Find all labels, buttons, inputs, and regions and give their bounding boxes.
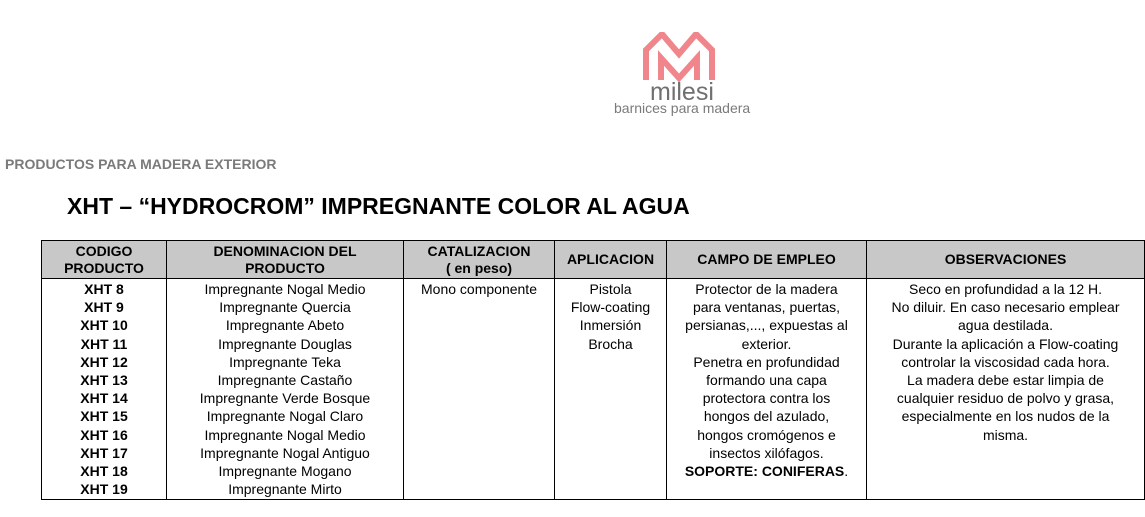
campo-empleo-line: Protector de la madera	[695, 281, 838, 297]
product-name: Impregnante Castaño	[217, 372, 353, 389]
product-name: Impregnante Nogal Medio	[204, 426, 366, 443]
product-title: XHT – “HYDROCROM” IMPREGNANTE COLOR AL AGUA	[67, 193, 690, 219]
observaciones-cell	[867, 279, 1145, 500]
catalizacion-value: Mono componente	[421, 281, 537, 297]
campo-empleo-line: hongos cromógenos e	[697, 426, 836, 443]
logo-name: milesi	[650, 78, 714, 106]
header-catalizacion: CATALIZACION ( en peso)	[404, 241, 555, 279]
product-name: Impregnante Teka	[229, 353, 341, 370]
aplicacion-method: Inmersión	[579, 317, 642, 334]
campo-empleo-line: formando una capa	[706, 372, 827, 389]
header-observaciones: OBSERVACIONES	[867, 241, 1145, 279]
product-name: Impregnante Mirto	[228, 481, 342, 498]
observacion-line: No diluir. En caso necesario emplear	[891, 299, 1120, 316]
header-aplicacion: APLICACION	[555, 241, 667, 279]
product-code: XHT 15	[80, 408, 128, 425]
product-code: XHT 19	[80, 481, 128, 498]
observacion-line: Seco en profundidad a la 12 H.	[908, 281, 1103, 297]
product-code: XHT 14	[80, 390, 128, 407]
milesi-logo	[606, 28, 756, 120]
product-name: Impregnante Abeto	[225, 317, 345, 334]
milesi-m-logo-icon	[642, 32, 716, 82]
campo-empleo-line: Penetra en profundidad	[693, 353, 840, 370]
product-code: XHT 10	[80, 317, 128, 334]
aplicacion-method: Flow-coating	[570, 299, 651, 316]
aplicacion-cell	[555, 279, 667, 500]
product-spec-table	[41, 240, 1145, 500]
logo-tagline: barnices para madera	[614, 100, 751, 116]
campo-empleo-line: hongos del azulado,	[703, 408, 830, 425]
product-code: XHT 9	[84, 299, 124, 316]
table-row	[42, 279, 1145, 500]
codes-cell	[42, 279, 167, 500]
campo-empleo-line: protectora contra los	[702, 390, 831, 407]
product-code: XHT 18	[80, 463, 128, 480]
observacion-line: Durante la aplicación a Flow-coating	[892, 335, 1119, 352]
soporte-suffix: .	[844, 463, 849, 480]
section-title: PRODUCTOS PARA MADERA EXTERIOR	[5, 156, 277, 172]
campo-empleo-line: para ventanas, puertas,	[692, 299, 841, 316]
product-code: XHT 11	[80, 335, 128, 352]
names-cell	[167, 279, 404, 500]
observacion-line: controlar la viscosidad cada hora.	[901, 353, 1110, 370]
product-name: Impregnante Douglas	[218, 335, 352, 352]
product-code: XHT 13	[80, 372, 128, 389]
catalizacion-cell	[404, 279, 555, 500]
aplicacion-method: Pistola	[589, 281, 632, 297]
product-code: XHT 12	[80, 353, 128, 370]
campo-empleo-line: exterior.	[741, 335, 792, 352]
product-name: Impregnante Nogal Claro	[206, 408, 364, 425]
product-code: XHT 17	[80, 444, 128, 461]
product-name: Impregnante Verde Bosque	[199, 390, 371, 407]
product-name: Impregnante Quercia	[219, 299, 351, 316]
soporte-label: SOPORTE: CONIFERAS	[684, 463, 845, 480]
product-name: Impregnante Nogal Antiguo	[200, 444, 370, 461]
product-name: Impregnante Nogal Medio	[204, 281, 366, 297]
product-code: XHT 16	[80, 426, 128, 443]
campo-empleo-cell	[667, 279, 867, 500]
soporte-line	[667, 462, 866, 480]
campo-empleo-line: persianas,..., expuestas al	[685, 317, 848, 334]
observacion-line: especialmente en los nudos de la	[901, 408, 1110, 425]
product-name: Impregnante Mogano	[218, 463, 352, 480]
product-code: XHT 8	[84, 281, 124, 297]
observacion-line: misma.	[982, 426, 1029, 443]
aplicacion-method: Brocha	[588, 335, 633, 352]
header-denominacion: DENOMINACION DEL PRODUCTO	[167, 241, 404, 279]
observacion-line: cualquier residuo de polvo y grasa,	[896, 390, 1115, 407]
observacion-line: agua destilada.	[958, 317, 1053, 334]
table-header-row	[42, 241, 1145, 279]
header-campo-empleo: CAMPO DE EMPLEO	[667, 241, 867, 279]
observacion-line: La madera debe estar limpia de	[907, 372, 1104, 389]
logo-mark	[646, 34, 712, 80]
campo-empleo-line: insectos xilófagos.	[709, 444, 824, 461]
header-codigo: CODIGO PRODUCTO	[42, 241, 167, 279]
